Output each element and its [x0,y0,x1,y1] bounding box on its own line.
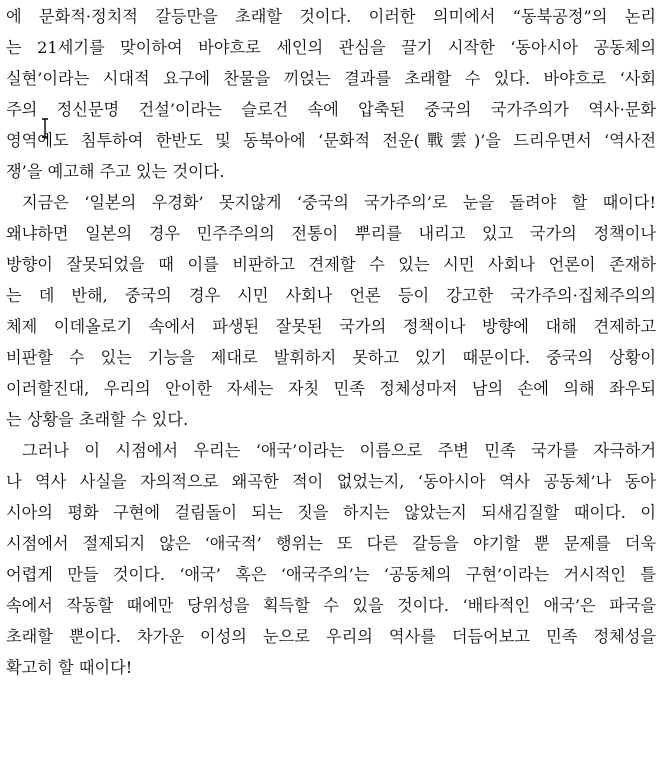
text-line: 는 데 반해, 중국의 경우 시민 사회나 언론 등이 강고한 국가주의·집체주의의 [6,286,656,305]
text-line: 에 문화적·정치적 갈등만을 초래할 것이다. 이러한 의미에서 “동북공정”의 논리 [6,7,656,26]
text-line: 그러나 이 시점에서 우리는 ‘애국’이라는 이름으로 주변 민족 국가를 자극하거 [22,441,656,460]
text-line: 속에서 작동할 때에만 당위성을 획득할 수 있을 것이다. ‘배타적인 애국’은 파국을 [6,596,656,615]
text-line: 는 상황을 초래할 수 있다. [6,410,189,429]
text-line: 시점에서 절제되지 않은 ‘애국적’ 행위는 또 다른 갈등을 야기할 뿐 문제를 더욱 [6,534,656,553]
text-line: 확고히 할 때이다! [6,658,133,677]
text-cursor-icon [40,118,50,138]
text-line: 초래할 뿐이다. 차가운 이성의 눈으로 우리의 역사를 더듬어보고 민족 정체성을 [6,627,656,646]
text-line: 이러할진대, 우리의 안이한 자세는 자칫 민족 정체성마저 남의 손에 의해 좌우되 [6,379,656,398]
text-line: 나 역사 사실을 자의적으로 왜곡한 적이 없었는지, ‘동아시아 역사 공동체’나 동아 [6,472,656,491]
text-line: 는 21세기를 맞이하여 바야흐로 세인의 관심을 끌기 시작한 ‘동아시아 공동체의 [6,38,656,57]
text-line: 방향이 잘못되었을 때 이를 비판하고 견제할 수 있는 시민 사회나 언론이 존재하 [6,255,656,274]
text-line: 쟁’을 예고해 주고 있는 것이다. [6,162,225,181]
text-line: 지금은 ‘일본의 우경화’ 못지않게 ‘중국의 국가주의’로 눈을 돌려야 할 때이다! [22,193,656,212]
text-line: 영역에도 침투하여 한반도 및 동북아에 ‘문화적 전운(戰雲)’을 드리우면서 ‘역사전 [6,131,656,150]
text-line: 비판할 수 있는 기능을 제대로 발휘하지 못하고 있기 때문이다. 중국의 상황이 [6,348,656,367]
text-line: 왜냐하면 일본의 경우 민주주의의 전통이 뿌리를 내리고 있고 국가의 정책이나 [6,224,656,243]
text-line: 체제 이데올로기 속에서 파생된 잘못된 국가의 정책이나 방향에 대해 견제하고 [6,317,656,336]
text-line: 주의 정신문명 건설’이라는 슬로건 속에 압축된 중국의 국가주의가 역사·문화 [6,100,656,119]
text-line: 시아의 평화 구현에 걸림돌이 되는 짓을 하지는 않았는지 되새김질할 때이다. 이 [6,503,656,522]
text-line: 어렵게 만들 것이다. ‘애국’ 혹은 ‘애국주의’는 ‘공동체의 구현’이라는 거시적인 틀 [6,565,656,584]
text-line: 실현’이라는 시대적 요구에 찬물을 끼얹는 결과를 초래할 수 있다. 바야흐로 ‘사회 [6,69,656,88]
